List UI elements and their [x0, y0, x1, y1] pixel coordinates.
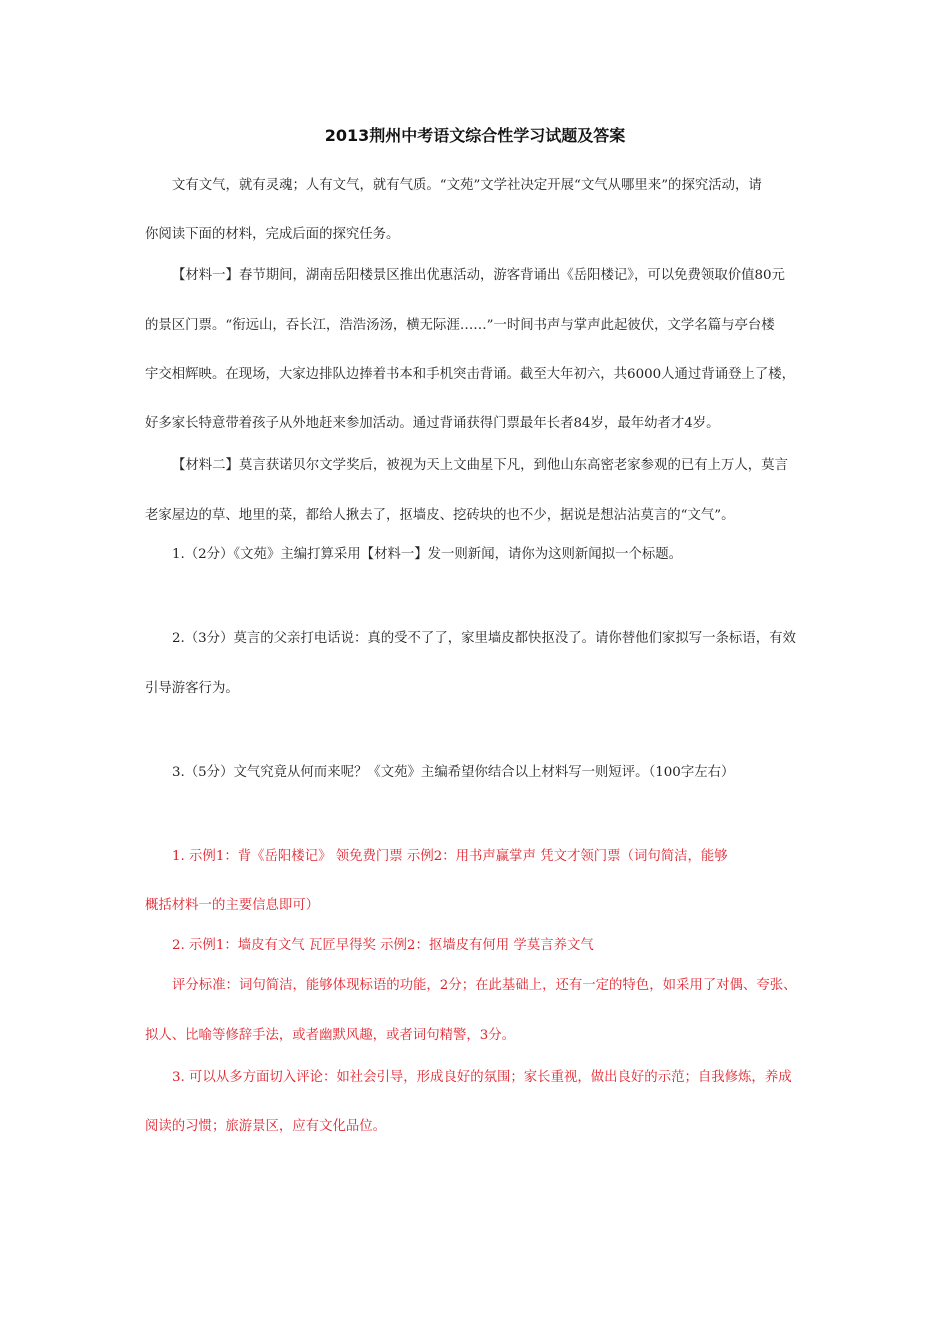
scoring-line-2: 拟人、比喻等修辞手法，或者幽默风趣，或者词句精警，3分。 — [145, 1028, 516, 1043]
answer-1-line-2: 概括材料一的主要信息即可） — [145, 898, 320, 913]
document-title: 2013荆州中考语文综合性学习试题及答案 — [324, 126, 626, 145]
intro-line-1: 文有文气，就有灵魂；人有文气，就有气质。“文苑”文学社决定开展“文气从哪里来”的探究活动，请 — [172, 178, 762, 193]
scoring-line-1: 评分标准：词句简洁，能够体现标语的功能，2分；在此基础上，还有一定的特色，如采用了对偶、夸张、 — [172, 978, 797, 993]
material-1-line-2: 的景区门票。“衔远山，吞长江，浩浩汤汤，横无际涯……”一时间书声与掌声此起彼伏，文学名篇与亭台楼 — [145, 318, 775, 333]
question-3: 3.（5分）文气究竟从何而来呢？《文苑》主编希望你结合以上材料写一则短评。（100字左右） — [172, 765, 735, 780]
answer-3-line-1: 3. 可以从多方面切入评论：如社会引导，形成良好的氛围；家长重视，做出良好的示范；自我修炼，养成 — [172, 1070, 792, 1085]
answer-2: 2. 示例1：墙皮有文气 瓦匠早得奖 示例2：抠墙皮有何用 学莫言养文气 — [172, 938, 594, 953]
intro-line-2: 你阅读下面的材料，完成后面的探究任务。 — [145, 227, 400, 242]
material-2-line-1: 【材料二】莫言获诺贝尔文学奖后，被视为天上文曲星下凡，到他山东高密老家参观的已有上万人，莫言 — [172, 458, 788, 473]
material-1-line-3: 宇交相辉映。在现场，大家边排队边捧着书本和手机突击背诵。截至大年初六，共6000人通过背诵登上了楼， — [145, 367, 796, 382]
question-1: 1.（2分）《文苑》主编打算采用【材料一】发一则新闻，请你为这则新闻拟一个标题。 — [172, 547, 683, 562]
material-1-line-4: 好多家长特意带着孩子从外地赶来参加活动。通过背诵获得门票最年长者84岁，最年幼者才4岁。 — [145, 416, 720, 431]
material-1-line-1: 【材料一】春节期间，湖南岳阳楼景区推出优惠活动，游客背诵出《岳阳楼记》，可以免费领取价值80元 — [172, 268, 785, 283]
material-2-line-2: 老家屋边的草、地里的菜，都给人揪去了，抠墙皮、挖砖块的也不少，据说是想沾沾莫言的“文气”。 — [145, 508, 735, 523]
question-2-line-2: 引导游客行为。 — [145, 681, 239, 696]
answer-3-line-2: 阅读的习惯；旅游景区，应有文化品位。 — [145, 1119, 387, 1134]
question-2-line-1: 2.（3分）莫言的父亲打电话说：真的受不了了，家里墙皮都快抠没了。请你替他们家拟写一条标语，有效 — [172, 631, 796, 646]
answer-1-line-1: 1. 示例1：背《岳阳楼记》 领免费门票 示例2：用书声赢掌声 凭文才领门票（词句简洁，能够 — [172, 849, 728, 864]
